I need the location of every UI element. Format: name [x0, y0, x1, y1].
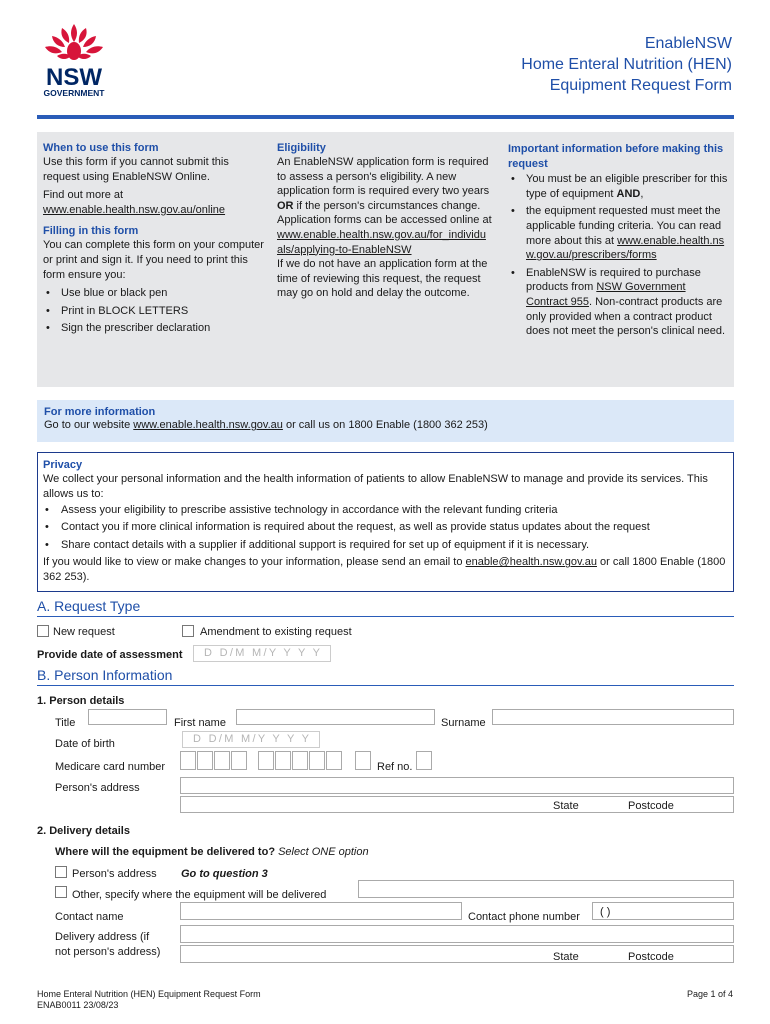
digit-box[interactable]: [326, 751, 342, 770]
digit-box[interactable]: [258, 751, 274, 770]
state-label: State: [553, 800, 579, 812]
eligibility-column: [277, 142, 492, 301]
important-heading: Important information before making this request: [508, 143, 724, 170]
header-subtitle: Home Enteral Nutrition (HEN): [521, 56, 732, 73]
page-number: Page 1 of 4: [686, 989, 733, 999]
application-link[interactable]: www.enable.health.nsw.gov.au/for_individuals/applying-to-EnableNSW: [277, 228, 486, 256]
new-request-checkbox[interactable]: [37, 625, 49, 637]
privacy-list: [43, 503, 728, 552]
when-to-use-column: [43, 142, 265, 339]
surname-label: Surname: [441, 717, 486, 729]
digit-box[interactable]: [309, 751, 325, 770]
contact-name-label: Contact name: [55, 911, 124, 923]
delivery-details-heading: 2. Delivery details: [37, 825, 130, 837]
section-a-heading: A. Request Type: [37, 598, 734, 617]
dob-label: Date of birth: [55, 738, 115, 750]
surname-input[interactable]: [492, 709, 734, 725]
section-b-heading: B. Person Information: [37, 667, 734, 686]
amendment-checkbox[interactable]: [182, 625, 194, 637]
person-address-checkbox[interactable]: [55, 866, 67, 878]
when-heading: When to use this form: [43, 142, 159, 154]
list-item: • Sign the prescriber declaration: [43, 321, 265, 336]
website-link[interactable]: www.enable.health.nsw.gov.au: [133, 419, 283, 431]
more-information-box: [37, 400, 734, 442]
waratah-icon: [37, 22, 111, 102]
assessment-date-input[interactable]: D D/M M/Y Y Y Y: [193, 645, 331, 662]
postcode-label: Postcode: [628, 951, 674, 963]
privacy-intro: We collect your personal information and the health information of patients to allow EnableNSW to manage and provide its services. This allows us to:: [43, 473, 708, 500]
list-item: • You must be an eligible prescriber for this type of equipment AND,: [508, 172, 730, 201]
online-link[interactable]: www.enable.health.nsw.gov.au/online: [43, 203, 226, 216]
list-item: • Share contact details with a supplier if additional support is required for set up of equipment if it is necessary.: [43, 538, 728, 553]
address-input[interactable]: [180, 777, 734, 794]
ref-no-input[interactable]: [416, 751, 432, 770]
amendment-label: Amendment to existing request: [200, 626, 352, 638]
eligibility-body: An EnableNSW application form is required to assess a person's eligibility. A new application form is required every two years OR if the person's circumstances change. Application forms can be accessed online at www.enable.health.nsw.gov.au/for_individuals/applying-to-EnableNSW: [277, 156, 492, 256]
info-box: [37, 132, 734, 387]
postcode-label: Postcode: [628, 800, 674, 812]
list-item: • the equipment requested must meet the applicable funding criteria. You can read more about this at www.enable.health.nsw.gov.au/prescribers/forms: [508, 204, 730, 262]
title-label: Title: [55, 717, 76, 729]
medicare-input[interactable]: [180, 751, 370, 771]
find-out-more: Find out more at: [43, 189, 124, 202]
important-column: [508, 142, 730, 342]
new-request-label: New request: [53, 626, 115, 638]
person-address-option: Person's address: [72, 868, 157, 880]
header-rule: [37, 115, 734, 119]
more-info-heading: For more information: [44, 406, 156, 418]
list-item: • Contact you if more clinical information is required about the request, as well as provide status updates about the request: [43, 520, 728, 535]
digit-box[interactable]: [355, 751, 371, 770]
digit-box[interactable]: [292, 751, 308, 770]
state-label: State: [553, 951, 579, 963]
delivery-address-label-2: not person's address): [55, 946, 161, 958]
delivery-question: Where will the equipment be delivered to? Select ONE option: [55, 846, 369, 858]
other-location-option: Other, specify where the equipment will be delivered: [72, 889, 327, 901]
delivery-address-input[interactable]: [180, 925, 734, 943]
contact-phone-input[interactable]: [592, 902, 734, 920]
privacy-box: [37, 452, 734, 592]
other-location-checkbox[interactable]: [55, 886, 67, 898]
svg-text:GOVERNMENT: GOVERNMENT: [43, 88, 105, 98]
page-title: Equipment Request Form: [549, 77, 732, 94]
delivery-address-label: Delivery address (if: [55, 931, 150, 943]
digit-box[interactable]: [231, 751, 247, 770]
digit-box[interactable]: [197, 751, 213, 770]
contact-name-input[interactable]: [180, 902, 462, 920]
go-to-question-3: Go to question 3: [181, 868, 268, 880]
contract-link[interactable]: NSW Government Contract 955: [526, 281, 686, 308]
footer-form-name: Home Enteral Nutrition (HEN) Equipment Request Form: [37, 989, 261, 999]
digit-box[interactable]: [275, 751, 291, 770]
list-item: • Use blue or black pen: [43, 286, 265, 301]
list-item: • EnableNSW is required to purchase products from NSW Government Contract 955. Non-contract products are only provided when a contract product does not meet the person's clinical need.: [508, 266, 730, 339]
address-label: Person's address: [55, 782, 140, 794]
privacy-outro: If you would like to view or make changes to your information, please send an email to enable@health.nsw.gov.au or call 1800 Enable (1800 362 253).: [43, 556, 726, 583]
dob-input[interactable]: D D/M M/Y Y Y Y: [182, 731, 320, 748]
title-input[interactable]: [88, 709, 167, 725]
digit-box[interactable]: [180, 751, 196, 770]
important-list: [508, 172, 730, 339]
footer-form-code: ENAB0011 23/08/23: [37, 1000, 119, 1010]
list-item: • Assess your eligibility to prescribe assistive technology in accordance with the relevant funding criteria: [43, 503, 728, 518]
header-program: EnableNSW: [644, 35, 732, 52]
filling-heading: Filling in this form: [43, 225, 139, 238]
when-body: Use this form if you cannot submit this request using EnableNSW Online.: [43, 156, 229, 183]
list-item: • Print in BLOCK LETTERS: [43, 304, 265, 319]
email-link[interactable]: enable@health.nsw.gov.au: [465, 556, 597, 569]
more-info-text: Go to our website www.enable.health.nsw.gov.au or call us on 1800 Enable (1800 362 253): [44, 419, 488, 431]
filling-body: You can complete this form on your computer or print and sign it. If you need to print this form ensure you:: [43, 239, 264, 281]
first-name-label: First name: [174, 717, 226, 729]
eligibility-heading: Eligibility: [277, 142, 326, 154]
phone-area-code: ( ): [600, 906, 611, 918]
filling-list: [43, 286, 265, 336]
digit-box[interactable]: [214, 751, 230, 770]
contact-phone-label: Contact phone number: [468, 911, 580, 923]
other-location-input[interactable]: [358, 880, 734, 898]
svg-text:NSW: NSW: [46, 64, 102, 91]
medicare-label: Medicare card number: [55, 761, 166, 773]
privacy-heading: Privacy: [43, 459, 83, 471]
ref-no-label: Ref no.: [377, 761, 413, 773]
first-name-input[interactable]: [236, 709, 435, 725]
assessment-date-label: Provide date of assessment: [37, 649, 183, 661]
prescribers-forms-link[interactable]: www.enable.health.nsw.gov.au/prescribers/forms: [526, 234, 725, 262]
eligibility-hold: If we do not have an application form at the time of reviewing this request, the request may go on hold and delay the outcome.: [277, 258, 488, 300]
person-details-heading: 1. Person details: [37, 695, 125, 707]
nsw-government-logo: [37, 22, 111, 102]
